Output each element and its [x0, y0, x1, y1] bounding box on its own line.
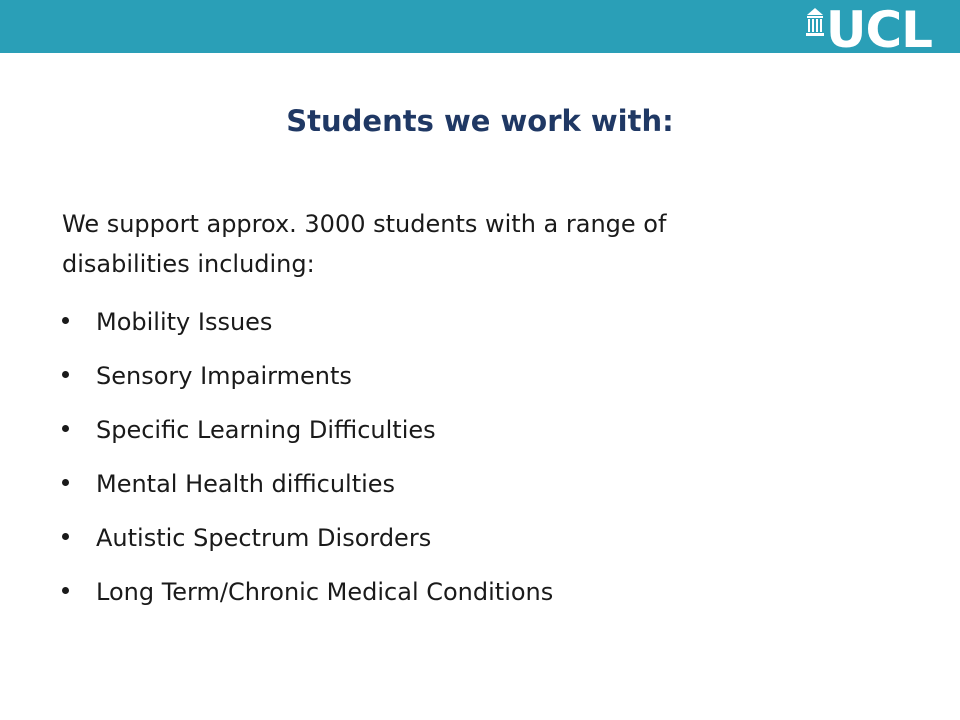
list-item — [62, 302, 553, 356]
portico-icon — [806, 6, 824, 38]
list-item — [62, 518, 553, 572]
header-bar — [0, 0, 960, 59]
bullet-icon — [62, 479, 69, 486]
list-item-label: Mobility Issues — [96, 308, 273, 336]
ucl-logo — [806, 1, 932, 59]
list-item-label: Mental Health difficulties — [96, 470, 396, 498]
bullet-icon — [62, 533, 69, 540]
intro-text — [62, 204, 862, 284]
bullet-icon — [62, 425, 69, 432]
disability-list — [62, 302, 553, 626]
intro-line-2: disabilities including: — [62, 250, 315, 278]
slide-title: Students we work with: — [286, 104, 674, 138]
bullet-icon — [62, 317, 69, 324]
intro-line-1: We support approx. 3000 students with a range of — [62, 210, 667, 238]
list-item — [62, 356, 553, 410]
list-item-label: Autistic Spectrum Disorders — [96, 524, 432, 552]
list-item-label: Sensory Impairments — [96, 362, 352, 390]
list-item-label: Long Term/Chronic Medical Conditions — [96, 578, 554, 606]
bullet-icon — [62, 371, 69, 378]
list-item-label: Specific Learning Difficulties — [96, 416, 436, 444]
logo-text: UCL — [825, 1, 932, 59]
list-item — [62, 464, 553, 518]
list-item — [62, 572, 553, 626]
bullet-icon — [62, 587, 69, 594]
list-item — [62, 410, 553, 464]
